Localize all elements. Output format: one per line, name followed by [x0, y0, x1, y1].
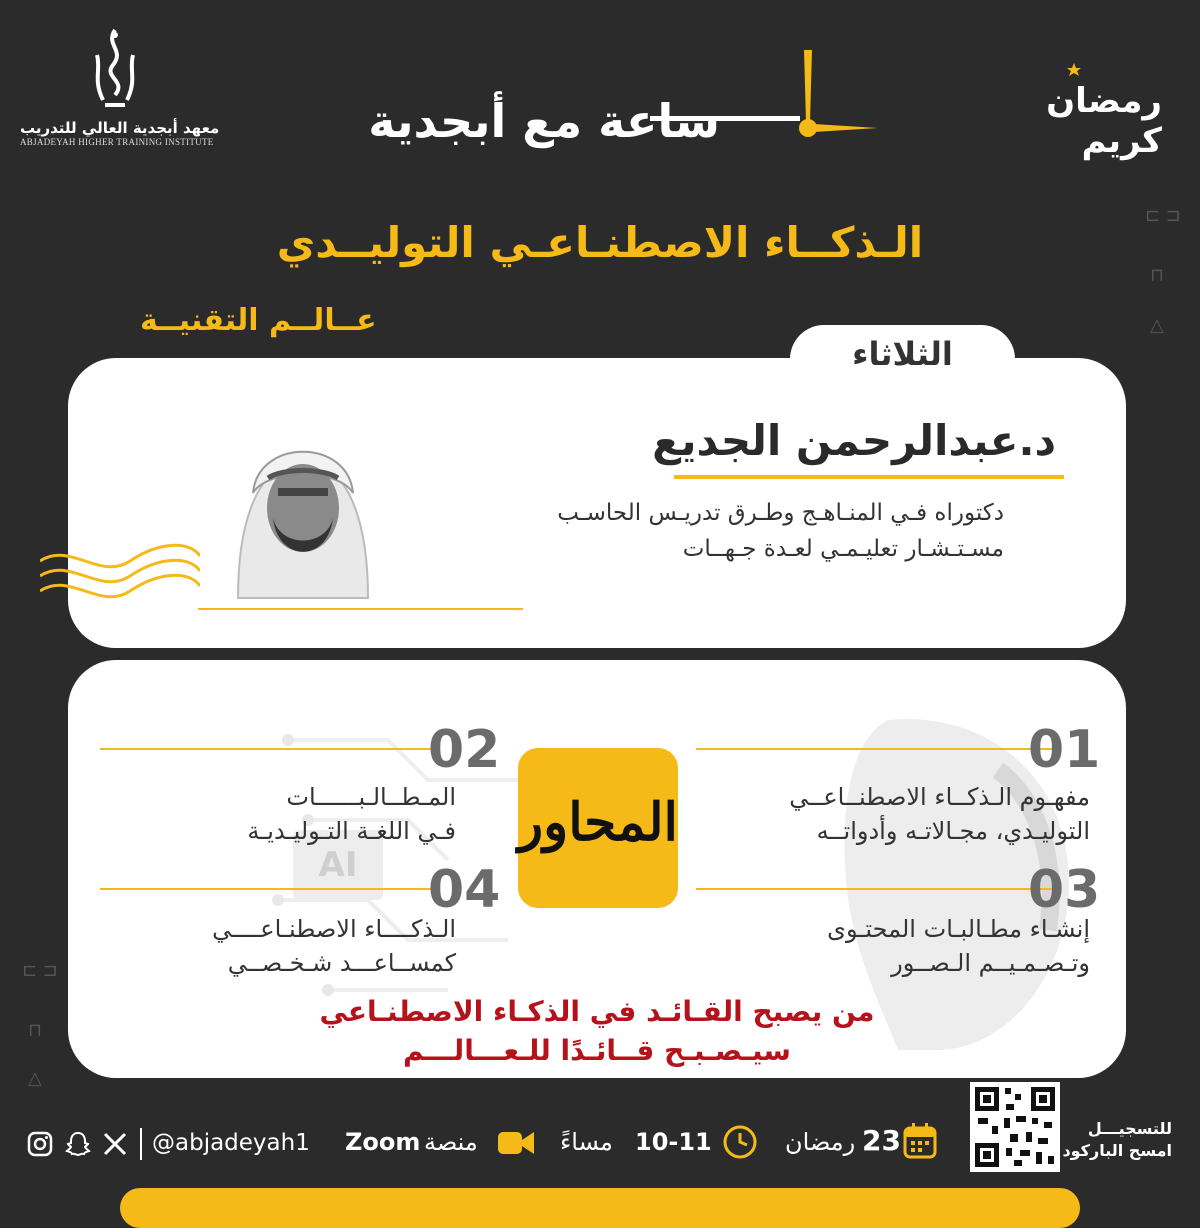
topic-number-03: 03 [1028, 860, 1101, 920]
x-icon[interactable] [102, 1131, 128, 1157]
subtitle: الـذكــاء الاصطنـاعـي التوليــدي [276, 218, 924, 267]
speaker-bio-line-2: مسـتـشـار تعليـمـي لعـدة جـهــات [682, 536, 1004, 562]
topic-02-line-1: المـطــالـبــــــات [286, 783, 456, 811]
topic-02-line-2: فـي اللغـة التـوليـديـة [247, 817, 456, 845]
register-line-1: للتسجيـــل [1087, 1119, 1172, 1138]
topic-01-line-1: مفهـوم الـذكــاء الاصطنــاعــي [789, 783, 1090, 811]
topic-04-line-1: الـذكــــاء الاصطنـاعــــي [212, 915, 456, 943]
institute-name-en: ABJADEYAH HIGHER TRAINING INSTITUTE [20, 137, 214, 147]
axes-label: المحاور [518, 792, 678, 853]
qr-code[interactable] [970, 1082, 1060, 1172]
time-suffix: مساءً [560, 1128, 613, 1156]
circuit-icon: ⊓ [1150, 265, 1165, 286]
speaker-bio-line-1: دكتوراه فـي المنـاهـج وطـرق تدريـس الحاسـب [557, 500, 1004, 526]
qr-code-icon[interactable] [970, 1082, 1060, 1172]
subtitle-secondary: عــالــم التقنيــة [140, 303, 377, 338]
circuit-icon: △ [1150, 315, 1164, 336]
page-title: ساعة مع أبجدية [368, 94, 720, 148]
decorative-waves-icon [40, 536, 200, 606]
video-camera-icon [496, 1126, 536, 1160]
topic-03-line-2: وتـصـمـيــم الـصــور [891, 949, 1090, 977]
speaker-photo [198, 398, 408, 608]
topic-04-line-2: كمســاعـــد شـخـصــي [227, 949, 456, 977]
topic-04-text [212, 912, 456, 980]
circuit-icon: △ [28, 1068, 42, 1089]
institute-name-ar: معهد أبجدية العالي للتدريب [20, 119, 220, 137]
instagram-icon[interactable] [26, 1130, 54, 1158]
event-time: 10-11 [635, 1128, 712, 1156]
register-caption [1062, 1118, 1172, 1162]
speaker-name: د.عبدالرحمن الجديع [652, 416, 1056, 465]
topic-divider [696, 888, 1056, 890]
clock-hands-icon [790, 50, 880, 150]
axes-box [518, 748, 678, 908]
bottom-accent-bar [120, 1188, 1080, 1228]
name-underline [674, 475, 1064, 479]
topic-03-text [827, 912, 1090, 980]
ramadan-badge [1022, 55, 1172, 165]
calendar-icon [902, 1122, 938, 1160]
speaker-portrait-icon [198, 398, 408, 608]
circuit-icon: ⊓ [28, 1020, 43, 1041]
topic-03-line-1: إنشـاء مطـالبـات المحتـوى [827, 915, 1090, 943]
platform-name: Zoom [345, 1128, 421, 1156]
bio-divider [198, 608, 523, 610]
speaker-card [68, 358, 1126, 648]
topic-01-line-2: التوليـدي، مجـالاتـه وأدواتــه [816, 817, 1090, 845]
social-handle[interactable]: @abjadeyah1 [152, 1130, 310, 1156]
topic-divider [696, 748, 1056, 750]
quote-line-1: من يصبح القـائـد في الذكـاء الاصطنـاعي [319, 995, 875, 1028]
calligraphy-logo-icon [75, 25, 155, 115]
date-suffix: رمضان [785, 1128, 856, 1156]
quote-line-2: سيـصـبـح قــائـدًا للـعـــالـــم [403, 1034, 791, 1067]
day-tab [790, 325, 1015, 390]
topic-02-text [247, 780, 456, 848]
topic-number-01: 01 [1028, 720, 1101, 780]
platform-label: منصة [424, 1128, 478, 1156]
title-block [340, 60, 900, 170]
topics-card [68, 660, 1126, 1078]
topic-number-02: 02 [428, 720, 501, 780]
institute-logo [20, 25, 220, 165]
register-line-2: امسح الباركود [1062, 1141, 1172, 1160]
circuit-icon: ⊏ ⊐ [1145, 205, 1181, 226]
topic-01-text [789, 780, 1090, 848]
ai-chip: AI [293, 830, 383, 900]
day-label: الثلاثاء [852, 335, 953, 373]
circuit-icon: ⊏ ⊐ [22, 960, 58, 981]
topic-divider [100, 888, 440, 890]
topic-number-04: 04 [428, 860, 501, 920]
topic-divider [100, 748, 440, 750]
snapchat-icon[interactable] [64, 1130, 92, 1158]
ramadan-text: رمضان كريم [1046, 81, 1162, 161]
footer-divider [140, 1128, 142, 1160]
clock-icon [722, 1124, 758, 1160]
event-date: 23 [862, 1124, 901, 1157]
